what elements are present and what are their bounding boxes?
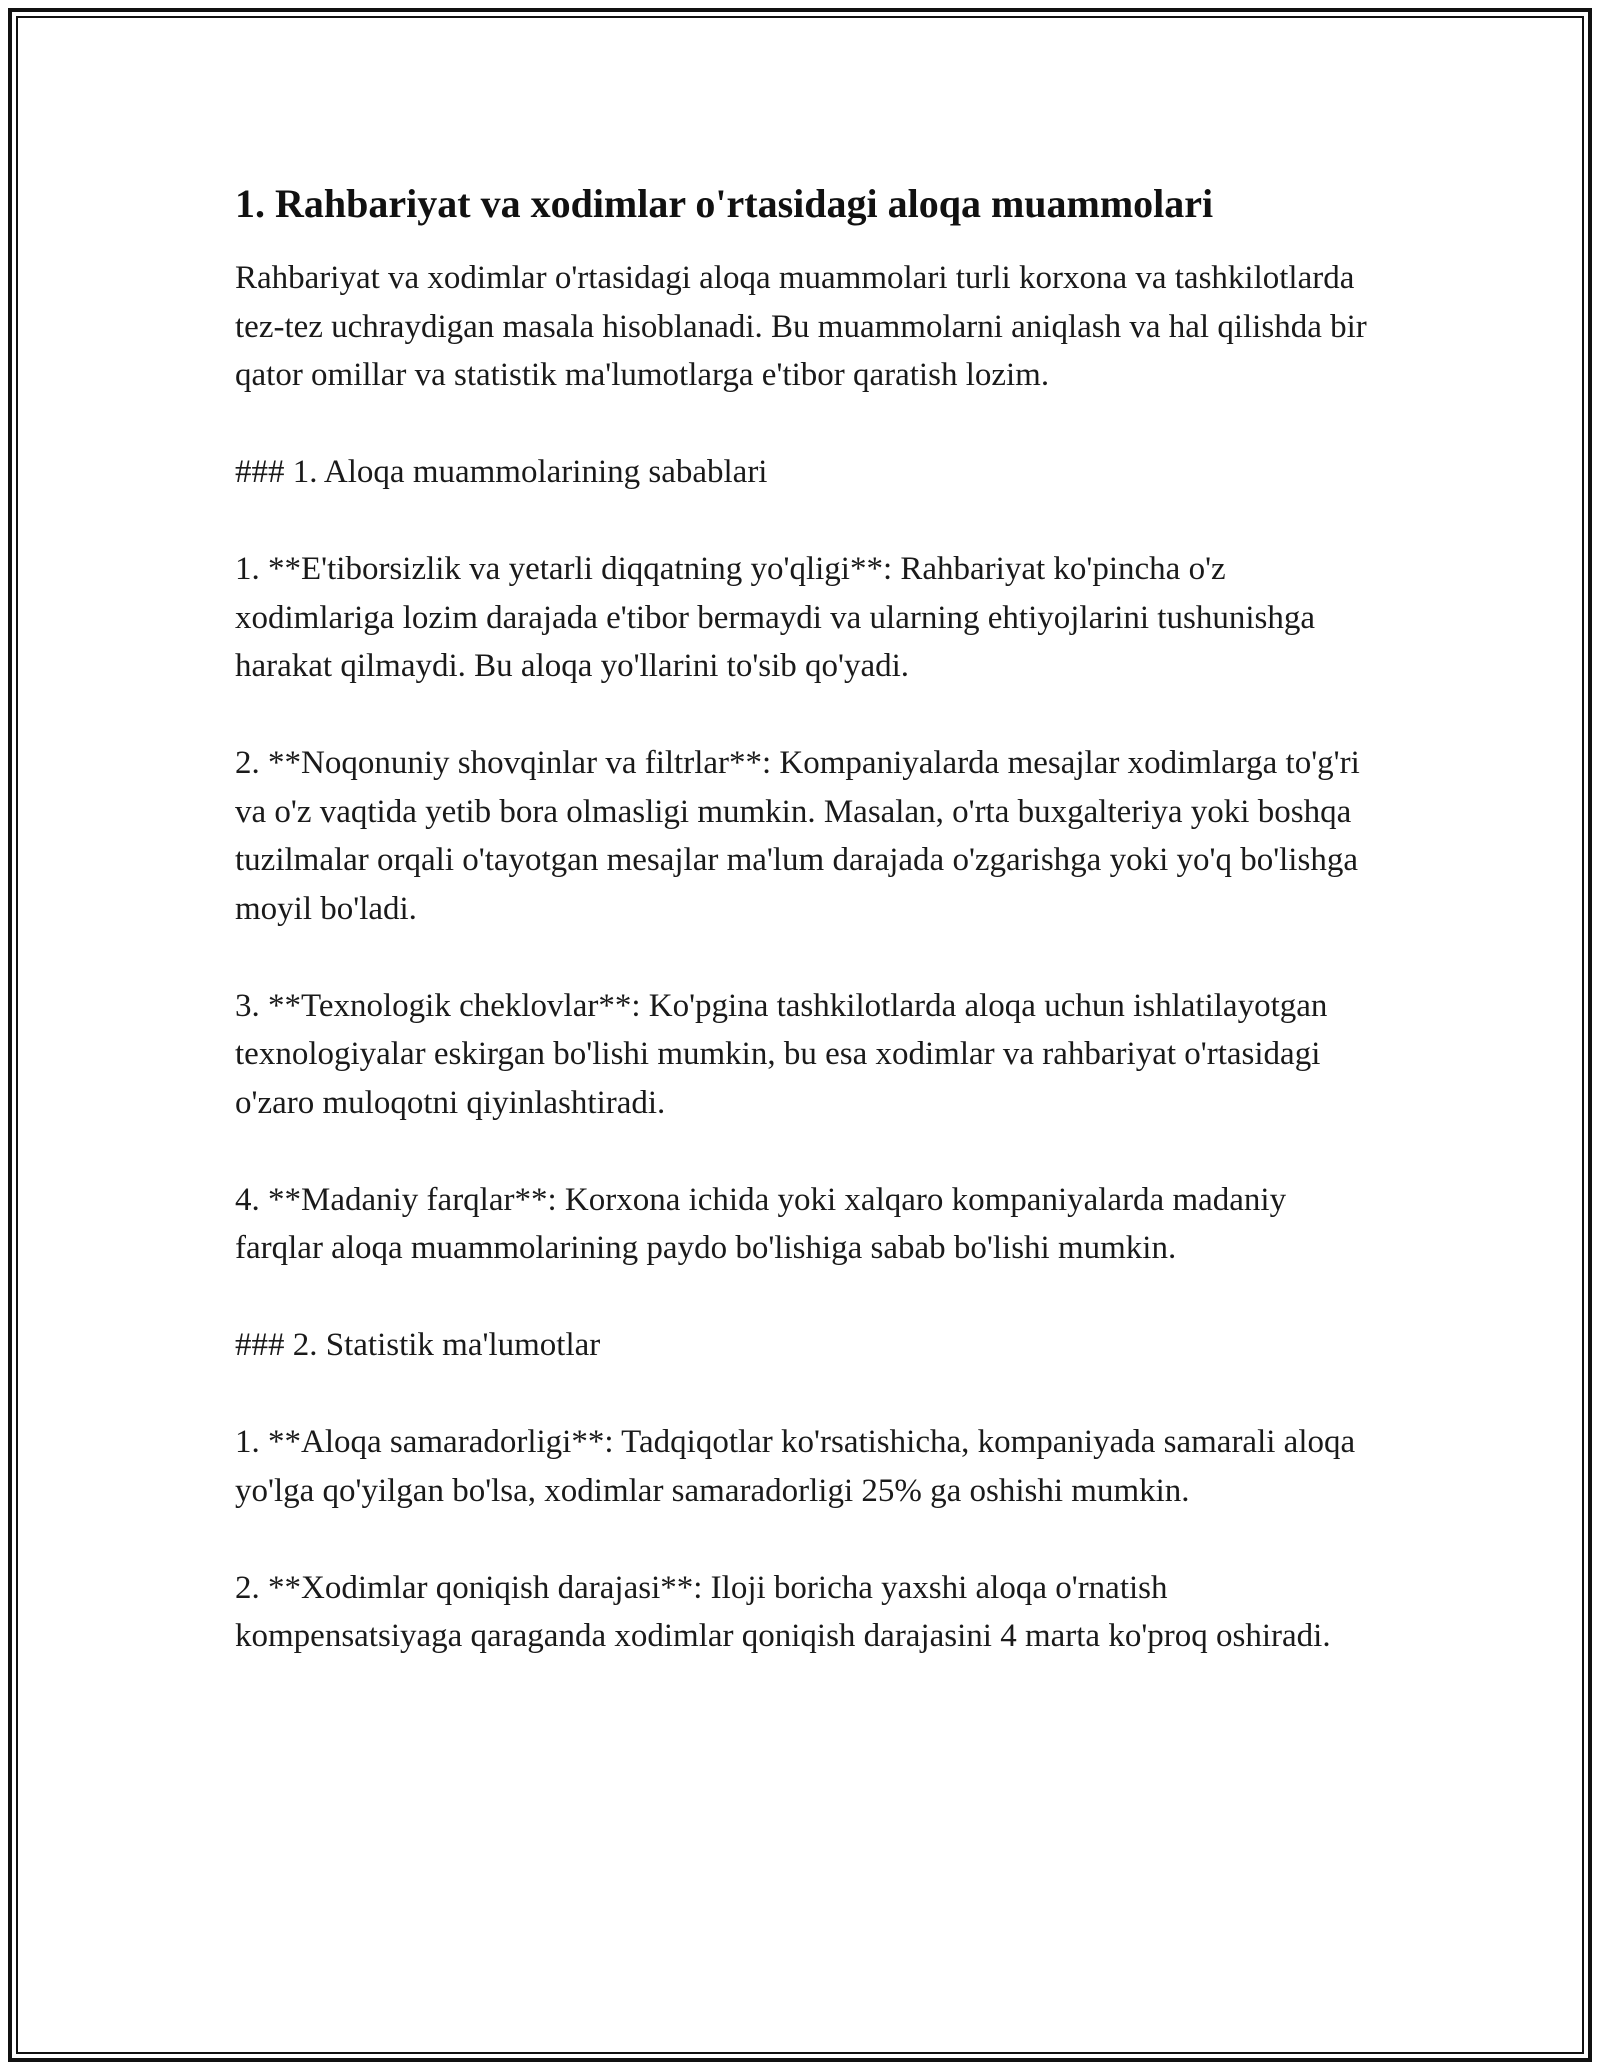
document-body xyxy=(235,180,1375,1709)
intro-paragraph: Rahbariyat va xodimlar o'rtasidagi aloqa muammolari turli korxona va tashkilotlarda tez-tez uchraydigan masala hisoblanadi. Bu muammolarni aniqlash va hal qilishda bir qator omillar va statistik ma'lumotlarga e'tibor qaratish lozim. xyxy=(235,260,1367,393)
page-title: 1. Rahbariyat va xodimlar o'rtasidagi aloqa muammolari xyxy=(235,181,1214,226)
statistic-item-1: 1. **Aloqa samaradorligi**: Tadqiqotlar ko'rsatishicha, kompaniyada samarali aloqa yo'lga qo'yilgan bo'lsa, xodimlar samaradorligi 25% ga oshishi mumkin. xyxy=(235,1424,1356,1509)
cause-item-3: 3. **Texnologik cheklovlar**: Ko'pgina tashkilotlarda aloqa uchun ishlatilayotgan texnologiyalar eskirgan bo'lishi mumkin, bu esa xodimlar va rahbariyat o'rtasidagi o'zaro muloqotni qiyinlashtiradi. xyxy=(235,987,1328,1121)
section-heading-causes: ### 1. Aloqa muammolarining sabablari xyxy=(235,454,768,490)
cause-item-1: 1. **E'tiborsizlik va yetarli diqqatning yo'qligi**: Rahbariyat ko'pincha o'z xodimlariga lozim darajada e'tibor bermaydi va ularning ehtiyojlarini tushunishga harakat qilmaydi. Bu aloqa yo'llarini to'sib qo'yadi. xyxy=(235,551,1315,684)
statistic-item-2: 2. **Xodimlar qoniqish darajasi**: Iloji boricha yaxshi aloqa o'rnatish kompensatsiyaga qaraganda xodimlar qoniqish darajasini 4 marta ko'proq oshiradi. xyxy=(235,1569,1331,1654)
cause-item-4: 4. **Madaniy farqlar**: Korxona ichida yoki xalqaro kompaniyalarda madaniy farqlar aloqa muammolarining paydo bo'lishiga sabab bo'lishi mumkin. xyxy=(235,1181,1287,1266)
cause-item-2: 2. **Noqonuniy shovqinlar va filtrlar**: Kompaniyalarda mesajlar xodimlarga to'g'ri va o'z vaqtida yetib bora olmasligi mumkin. Masalan, o'rta buxgalteriya yoki boshqa tuzilmalar orqali o'tayotgan mesajlar ma'lum darajada o'zgarishga yoki yo'q bo'lishga moyil bo'ladi. xyxy=(235,745,1360,927)
section-heading-statistics: ### 2. Statistik ma'lumotlar xyxy=(235,1327,601,1363)
